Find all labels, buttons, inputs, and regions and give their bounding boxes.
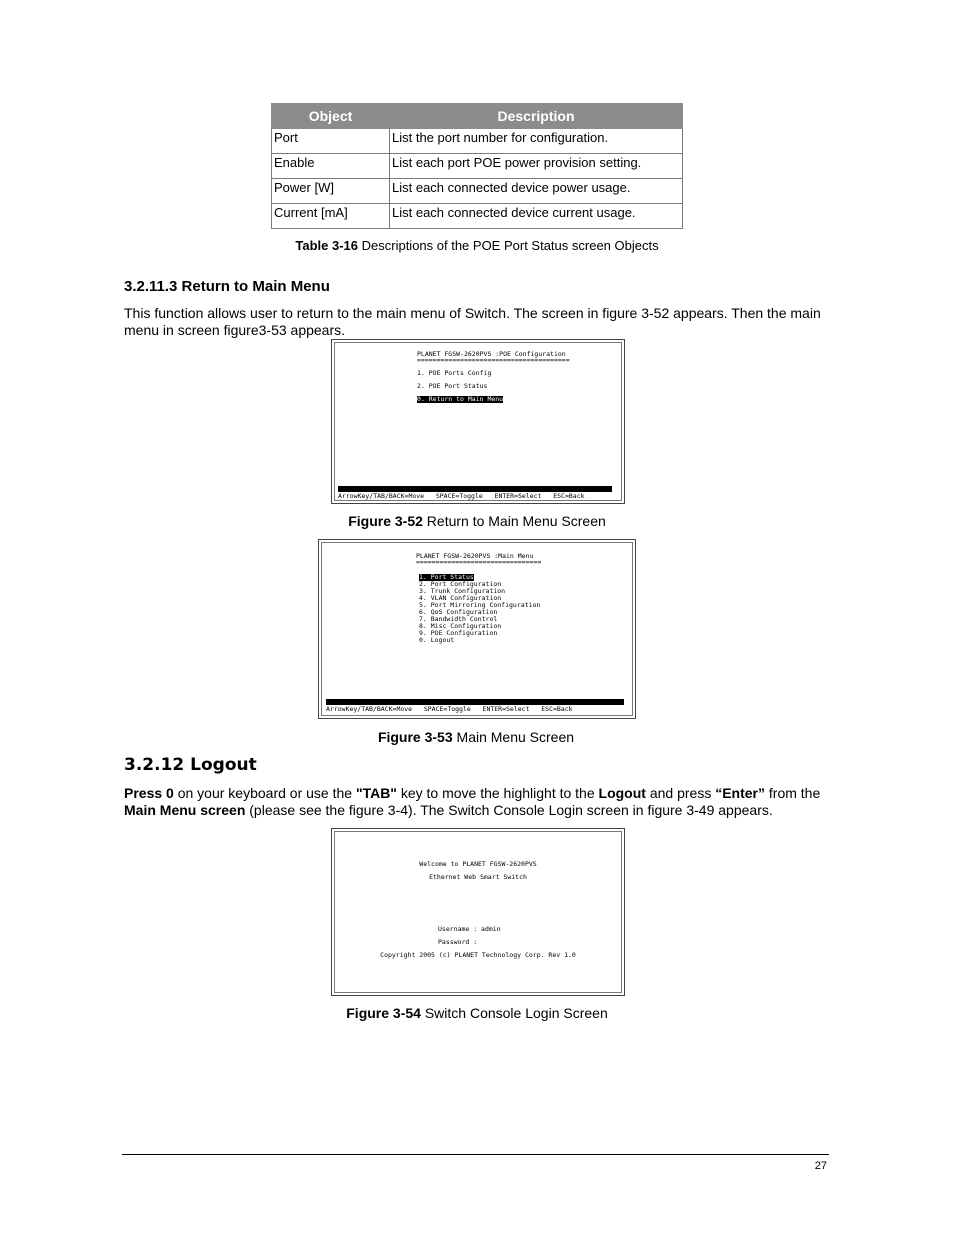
menu-item-return-main-menu-selected[interactable]: 0. Return to Main Menu [417,395,504,403]
table-header-row [272,104,683,129]
menu-item[interactable]: 9. POE Configuration [419,629,498,637]
figure-3-52-caption [331,513,623,529]
text: and press [645,785,716,801]
menu-item-port-status-selected[interactable]: 1. Port Status [419,573,474,581]
table-cell: List each port POE power provision setting. [390,154,683,179]
terminal-underline: ================================ [416,558,542,566]
table-cell: List the port number for configuration. [390,129,683,154]
menu-item[interactable]: 2. Port Configuration [419,580,502,588]
menu-item-poe-ports-config[interactable]: 1. POE Ports Config [417,369,492,377]
login-username-field[interactable]: Username : admin [438,925,501,933]
figure-3-54-caption-label: Figure 3-54 [346,1005,421,1021]
menu-item-poe-port-status[interactable]: 2. POE Port Status [417,382,488,390]
text: on your keyboard or use the [173,785,356,801]
poe-status-objects-table [271,103,683,229]
terminal-title: PLANET FGSW-2620PVS :POE Configuration [417,350,566,358]
menu-item[interactable]: 3. Trunk Configuration [419,587,506,595]
figure-3-54-caption-text: Switch Console Login Screen [420,1005,608,1021]
text-bold: Main Menu screen [124,802,246,818]
login-welcome-text: Welcome to PLANET FGSW-2620PVS [419,860,537,868]
section-paragraph-logout [124,785,834,819]
text: key to move the highlight to the [396,785,599,801]
table-cell: Power [W] [272,179,390,204]
section-heading-logout: 3.2.12 Logout [124,755,257,775]
table-row [272,204,683,229]
menu-item[interactable]: 6. QoS Configuration [419,608,498,616]
login-copyright-text: Copyright 2005 (c) PLANET Technology Corp. Rev 1.0 [380,951,576,959]
text: from the [765,785,821,801]
menu-item-logout[interactable]: 0. Logout [419,636,455,644]
text-bold: Logout [598,785,646,801]
table-cell: List each connected device current usage. [390,204,683,229]
terminal-key-hints: ArrowKey/TAB/BACK=Move SPACE=Toggle ENTER=Select ESC=Back [338,492,585,500]
figure-3-54-caption [331,1005,623,1021]
section-paragraph-return-main-menu: This function allows user to return to the main menu of Switch. The screen in figure 3-52 appears. Then the main menu in screen figure3-53 appears. [124,305,821,338]
terminal-key-hints: ArrowKey/TAB/BACK=Move SPACE=Toggle ENTER=Select ESC=Back [326,705,573,713]
text-bold: Press 0 [124,785,174,801]
figure-3-53-caption [318,729,634,745]
menu-item[interactable]: 5. Port Mirroring Configuration [419,601,541,609]
login-subtitle-text: Ethernet Web Smart Switch [429,873,527,881]
figure-3-53-caption-text: Main Menu Screen [452,729,575,745]
figure-3-53-caption-label: Figure 3-53 [377,729,453,745]
table-caption-label: Table 3-16 [295,238,359,253]
footer-rule [122,1154,829,1155]
table-row [272,129,683,154]
table-cell: List each connected device power usage. [390,179,683,204]
figure-3-52-caption-text: Return to Main Menu Screen [422,513,606,529]
table-cell: Port [272,129,390,154]
text: (please see the figure 3-4). The Switch Console Login screen in figure 3-49 appears. [245,802,773,818]
terminal-underline: ======================================= [417,356,570,364]
text-bold: "TAB" [355,785,397,801]
figure-3-53-terminal-screen [318,539,636,719]
menu-item[interactable]: 8. Misc Configuration [419,622,502,630]
table-row [272,154,683,179]
table-cell: Current [mA] [272,204,390,229]
table-cell: Enable [272,154,390,179]
text-bold: “Enter” [715,785,766,801]
section-heading-return-main-menu: 3.2.11.3 Return to Main Menu [124,278,330,295]
table-caption-text: Descriptions of the POE Port Status screen Objects [358,238,659,253]
table-header-object: Object [272,104,390,129]
figure-3-54-terminal-screen [331,828,625,996]
figure-3-52-caption-label: Figure 3-52 [348,513,423,529]
figure-3-52-terminal-screen [331,339,625,504]
menu-item[interactable]: 7. Bandwidth Control [419,615,498,623]
table-caption [271,238,683,253]
login-password-field[interactable]: Password : [438,938,478,946]
table-row [272,179,683,204]
terminal-title: PLANET FGSW-2620PVS :Main Menu [416,552,534,560]
menu-item[interactable]: 4. VLAN Configuration [419,594,502,602]
page-number: 27 [814,1160,827,1172]
table-header-description: Description [390,104,683,129]
